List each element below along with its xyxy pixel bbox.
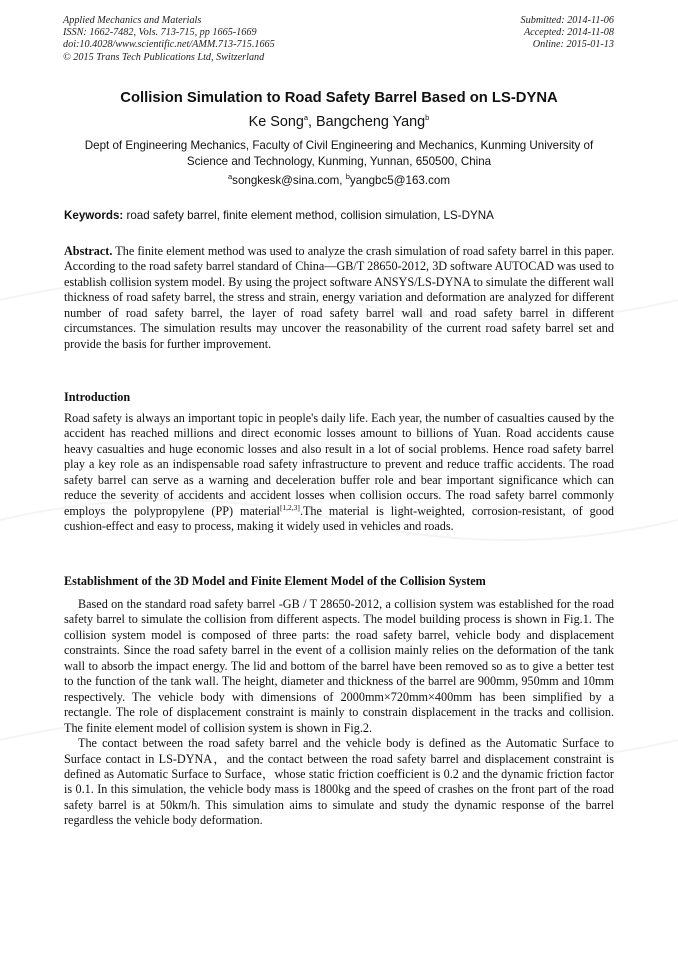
keywords-label: Keywords: (64, 209, 124, 222)
keywords-text: road safety barrel, finite element method, collision simulation, LS-DYNA (123, 209, 494, 222)
affiliation: Dept of Engineering Mechanics, Faculty of Civil Engineering and Mechanics, Kunming University of Science and Technology, Kunming, Yunnan, 650500, China (84, 139, 594, 168)
abstract-label: Abstract. (64, 244, 113, 258)
model-paragraph-2: The contact between the road safety barrel and the vehicle body is defined as the Automatic Surface to Surface contact in LS-DYNA，and the contact between the road safety barrel and displacement constraint is defined as Automatic Surface to Surface，whose static friction coefficient is 0.2 and the dynamic friction factor is 0.1. In this simulation, the vehicle body mass is 1800kg and the speed of crashes on the front part of the road safety barrel is at 50km/h. This simulation aims to simulate and study the dynamic response of the barrel regardless the vehicle body deformation. (64, 736, 614, 828)
doi: doi:10.4028/www.scientific.net/AMM.713-715.1665 (63, 39, 275, 51)
abstract (64, 244, 614, 352)
abstract-text: The finite element method was used to analyze the crash simulation of road safety barrel in this paper. According to the road safety barrel standard of China—GB/T 28650-2012, 3D software AUTOCAD was used to establish collision system model. By using the project software ANSYS/LS-DYNA to simulate the different wall thickness of road safety barrel, the stress and strain, energy variation and deformation are analyzed for different number of road safety barrel, the layer of road safety barrel wall and road safety barrel in different circumstances. The simulation results may uncover the reasonability of the current road safety barrel set and provide the basis for further improvement. (64, 244, 614, 351)
intro-text-1: Road safety is always an important topic in people's daily life. Each year, the number of casualties caused by the accident has reached millions and direct economic losses amount to billions of Yuan. Road accidents cause heavy casualties and huge economic losses and also result in a lot of social problems. Hence road safety barrel play a key role as an indispensable road safety infrastructure to prevent and reduce traffic accidents. The road safety barrel can serve as a warning and deceleration buffer role and bear important significance which can reduce the severity of accidents and accident losses when collision occurs. The road safety barrel commonly employs the polypropylene (PP) material (64, 411, 614, 518)
keywords (64, 209, 614, 222)
intro-text-2: .The material is light-weighted, corrosion-resistant, of good cushion-effect and easy to process, making it widely used in vehicles and roads. (64, 503, 615, 534)
online-date: Online: 2015-01-13 (532, 39, 614, 51)
model-section-heading: Establishment of the 3D Model and Finite Element Model of the Collision System (64, 574, 486, 588)
submitted-date: Submitted: 2014-11-06 (520, 15, 614, 26)
intro-citation: [1,2,3] (279, 502, 300, 512)
author-2: Bangcheng Yang (316, 114, 426, 130)
copyright: © 2015 Trans Tech Publications Ltd, Switzerland (63, 51, 265, 63)
introduction-body (64, 411, 614, 535)
model-paragraph-1: Based on the standard road safety barrel -GB / T 28650-2012, a collision system was established for the road safety barrel to simulate the collision from different aspects. The model building process is shown in Fig.1. The collision system model is composed of three parts: the road safety barrel, vehicle body and displacement constraints. Since the road safety barrel in the event of a collision mainly relies on the deformation of the tank wall to absorb the impact energy. The lid and bottom of the barrel have been removed so as to give a better test to the function of the tank wall. The height, diameter and thickness of the barrel are 900mm, 950mm and 10mm respectively. The vehicle body with dimensions of 2000mm×720mm×400mm has been simplified by a rectangle. The role of displacement constraint is mainly to constrain displacement in the tracks and collision. The finite element model of collision system is shown in Fig.2. (64, 597, 614, 735)
authors (0, 114, 678, 130)
model-section-body (64, 597, 614, 829)
author-separator: , (308, 114, 317, 130)
paper-title: Collision Simulation to Road Safety Barrel Based on LS-DYNA (120, 90, 558, 106)
accepted-date: Accepted: 2014-11-08 (523, 27, 614, 39)
emails (0, 174, 678, 187)
issn: ISSN: 1662-7482, Vols. 713-715, pp 1665-1669 (63, 27, 257, 39)
introduction-heading: Introduction (64, 390, 131, 404)
author-2-affil-mark: b (425, 113, 430, 123)
email-2: yangbc5@163.com (349, 174, 450, 187)
email-2-mark: b (345, 172, 350, 182)
date-info (521, 15, 614, 52)
email-1: songkesk@sina.com, (232, 174, 346, 187)
journal-info (63, 15, 275, 64)
journal-name: Applied Mechanics and Materials (63, 15, 202, 26)
author-1-affil-mark: a (303, 113, 309, 123)
email-1-mark: a (227, 172, 233, 182)
author-1: Ke Song (248, 114, 304, 130)
